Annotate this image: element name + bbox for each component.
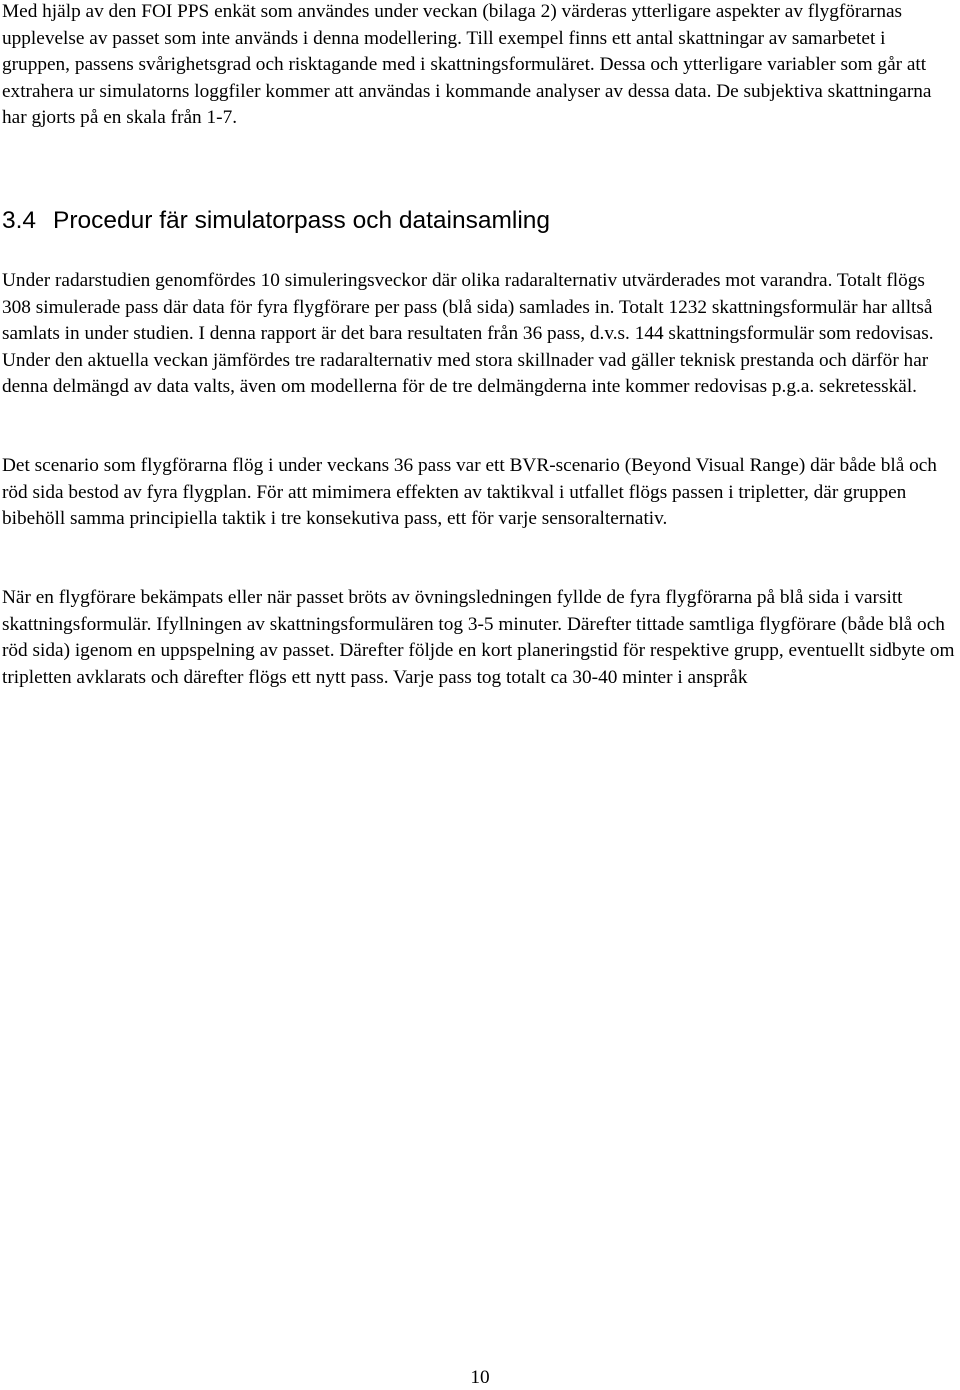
section-title: Procedur fär simulatorpass och datainsamling — [53, 207, 551, 234]
paragraph-procedure: När en flygförare bekämpats eller när passet bröts av övningsledningen fyllde de fyra flygförarna på blå sida i varsitt skattningsformulär. Ifyllningen av skattningsformulären tog 3-5 minuter. Därefter tittade samtliga flygförare (både blå och röd sida) igenom en uppspelning av passet. Därefter följde en kort planeringstid för respektive grupp, eventuellt sidbyte om tripletten avklarats och därefter flögs ett nytt pass. Varje pass tog totalt ca 30-40 minter i anspråk — [2, 587, 955, 688]
paragraph-radar-study: Under radarstudien genomfördes 10 simuleringsveckor där olika radaralternativ utvärderades mot varandra. Totalt flögs 308 simulerade pass där data för fyra flygförare per pass (blå sida) samlades in. Totalt 1232 skattningsformulär har alltså samlats in under studien. I denna rapport är det bara resultaten från 36 pass, d.v.s. 144 skattningsformulär som redovisas. Under den aktuella veckan jämfördes tre radaralternativ med stora skillnader vad gäller teknisk prestanda och därför har denna delmängd av data valts, även om modellerna för de tre delmängderna inte kommer redovisas p.g.a. sekretesskäl. — [2, 270, 934, 398]
page-number: 10 — [470, 1367, 490, 1388]
paragraph-scenario: Det scenario som flygförarna flög i under veckans 36 pass var ett BVR-scenario (Beyond Visual Range) där både blå och röd sida bestod av fyra flygplan. För att mimimera effekten av taktikval i utfallet flögs passen i tripletter, där gruppen bibehöll samma principiella taktik i tre konsekutiva pass, ett för varje sensoralternativ. — [2, 455, 937, 530]
section-number: 3.4 — [2, 207, 37, 234]
intro-paragraph: Med hjälp av den FOI PPS enkät som användes under veckan (bilaga 2) värderas ytterligare aspekter av flygförarnas upplevelse av passet som inte används i denna modellering. Till exempel finns ett antal skattningar av samarbetet i gruppen, passens svårighetsgrad och risktagande med i skattningsformuläret. Dessa och ytterligare variabler som går att extrahera ur simulatorns loggfiler kommer att användas i kommande analyser av dessa data. De subjektiva skattningarna har gjorts på en skala från 1-7. — [2, 1, 932, 129]
section-heading — [2, 205, 550, 237]
